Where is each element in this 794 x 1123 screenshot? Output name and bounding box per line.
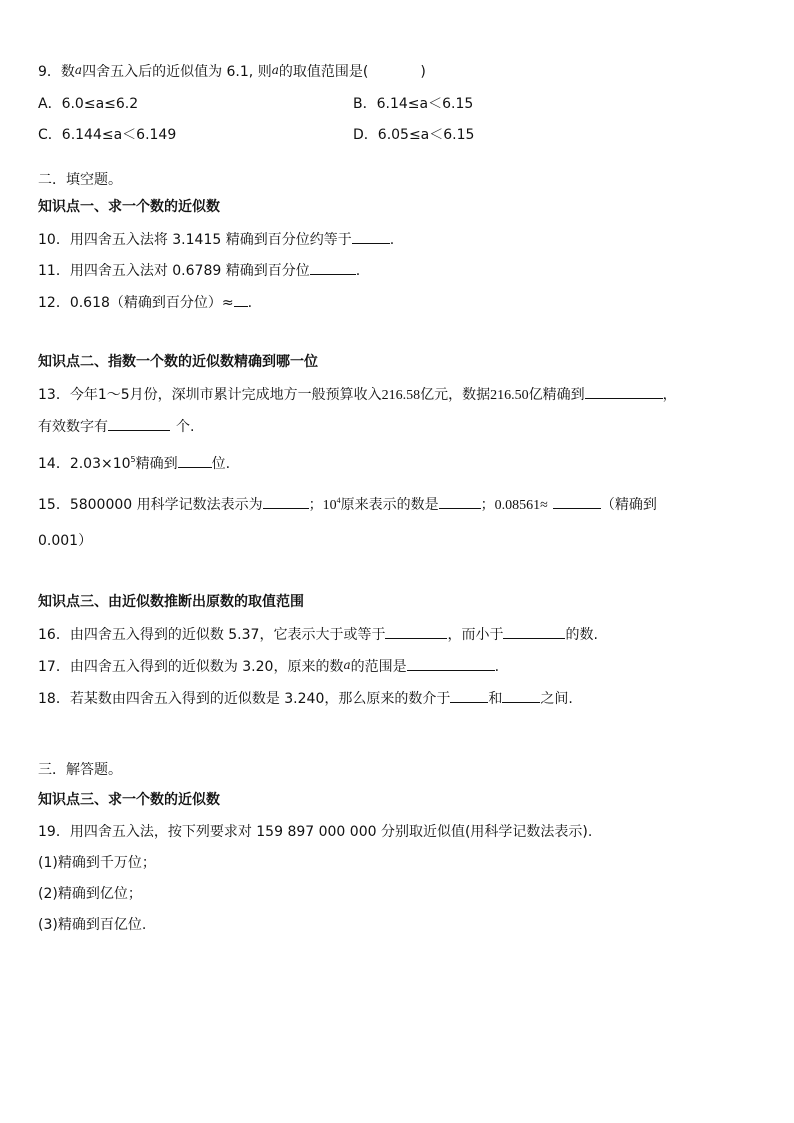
q13-text-6: 个. — [176, 419, 195, 435]
variable-a: a — [343, 658, 351, 672]
option-text: 6.144≤a＜6.149 — [61, 127, 177, 143]
q11-text: 用四舍五入法对 0.6789 精确到百分位 — [69, 263, 310, 279]
q13-text-5: 有效数字有 — [38, 419, 108, 435]
q13-value-1: 216.58 — [381, 388, 421, 403]
question-11 — [38, 260, 360, 281]
q14-base: 2.03×10 — [69, 456, 131, 472]
q17-text-1: 由四舍五入得到的近似数为 3.20，原来的数 — [69, 659, 344, 675]
question-number: 18． — [38, 691, 70, 707]
question-10 — [38, 229, 394, 250]
q10-text: 用四舍五入法将 3.1415 精确到百分位约等于 — [69, 232, 352, 248]
q10-end: . — [389, 232, 395, 248]
option-label: D． — [353, 127, 378, 143]
q9-close-paren: ) — [420, 64, 426, 80]
q15-text-3: 原来表示的数是 — [340, 497, 439, 513]
q9-text-1: 数 — [60, 64, 75, 80]
answer-blank — [407, 656, 495, 671]
q13-value-2: 216.50 — [490, 388, 529, 403]
knowledge-point-1: 知识点一、求一个数的近似数 — [38, 199, 220, 215]
q9-options-row-1 — [38, 94, 474, 114]
separator: ； — [480, 497, 495, 513]
q17-text-3: . — [494, 659, 500, 675]
question-18 — [38, 688, 573, 709]
q14-exponent: 5 — [130, 455, 136, 464]
knowledge-point-section-3: 知识点三、求一个数的近似数 — [38, 792, 220, 808]
q9-options-row-2 — [38, 125, 475, 145]
question-number: 12． — [38, 295, 70, 311]
option-label: A． — [38, 96, 62, 112]
question-15 — [38, 494, 657, 516]
question-12 — [38, 292, 252, 313]
answer-blank — [310, 260, 356, 275]
option-a — [38, 96, 138, 112]
variable-a: a — [271, 63, 279, 77]
option-c — [38, 127, 176, 143]
q13-text-1: 今年1～5月份，深圳市累计完成地方一般预算收入 — [69, 387, 382, 403]
option-b — [353, 94, 473, 114]
q18-text-1: 若某数由四舍五入得到的近似数是 3.240，那么原来的数介于 — [69, 691, 451, 707]
answer-blank — [352, 229, 390, 244]
question-number: 10． — [38, 232, 70, 248]
question-19 — [38, 822, 592, 842]
knowledge-point-2: 知识点二、指数一个数的近似数精确到哪一位 — [38, 354, 318, 370]
q15-text-4: （精确到 — [600, 497, 657, 513]
answer-blank — [108, 416, 170, 431]
question-14 — [38, 453, 230, 474]
q13-comma: ， — [662, 387, 677, 403]
knowledge-point-3: 知识点三、由近似数推断出原数的取值范围 — [38, 594, 304, 610]
answer-blank — [450, 688, 488, 703]
answer-blank — [585, 384, 663, 399]
option-d — [353, 125, 474, 145]
answer-blank — [553, 494, 601, 509]
question-number: 19． — [38, 824, 70, 840]
question-number: 17． — [38, 659, 70, 675]
q11-end: . — [355, 263, 361, 279]
question-13-line-2 — [38, 416, 194, 437]
option-label: B． — [353, 96, 377, 112]
q18-text-2: 和 — [488, 691, 503, 707]
question-15-line-2: 0.001） — [38, 533, 93, 549]
option-text: 6.0≤a≤6.2 — [61, 96, 139, 112]
answer-blank — [439, 494, 481, 509]
question-number: 9． — [38, 64, 61, 80]
separator: ； — [308, 497, 323, 513]
q15-text-1: 5800000 用科学记数法表示为 — [69, 497, 263, 513]
question-17 — [38, 656, 499, 677]
answer-blank — [503, 624, 565, 639]
section-2-title: 二．填空题。 — [38, 172, 122, 188]
q13-text-3: 亿精确到 — [528, 387, 585, 403]
q14-text-2: 精确到 — [135, 456, 178, 472]
question-13 — [38, 384, 677, 406]
option-text: 6.05≤a＜6.15 — [377, 127, 475, 143]
question-number: 11． — [38, 263, 70, 279]
answer-blank — [263, 494, 309, 509]
q19-part-1: (1)精确到千万位； — [38, 855, 156, 871]
q16-text-2: ，而小于 — [447, 627, 504, 643]
q15-value: 0.08561≈ — [494, 498, 548, 513]
question-9 — [38, 62, 426, 82]
answer-blank — [178, 453, 212, 468]
q16-text-1: 由四舍五入得到的近似数 5.37，它表示大于或等于 — [69, 627, 386, 643]
q16-text-3: 的数. — [565, 627, 598, 643]
q15-base: 10 — [322, 498, 337, 513]
question-number: 13． — [38, 387, 70, 403]
q17-text-2: 的范围是 — [350, 659, 407, 675]
q19-text: 用四舍五入法，按下列要求对 159 897 000 000 分别取近似值(用科学记数法表示). — [69, 824, 593, 840]
q9-text-2: 四舍五入后的近似值为 6.1, 则 — [82, 64, 272, 80]
q12-end: . — [247, 295, 253, 311]
q13-text-2: 亿元，数据 — [420, 387, 491, 403]
question-number: 14． — [38, 456, 70, 472]
option-text: 6.14≤a＜6.15 — [376, 96, 474, 112]
option-label: C． — [38, 127, 62, 143]
question-number: 15． — [38, 497, 70, 513]
q14-text-3: 位. — [211, 456, 231, 472]
q15-exponent: 4 — [336, 496, 341, 505]
answer-blank — [502, 688, 540, 703]
q9-text-3: 的取值范围是( — [278, 64, 369, 80]
section-3-title: 三．解答题。 — [38, 762, 122, 778]
answer-blank — [234, 292, 248, 307]
variable-a: a — [74, 63, 83, 77]
answer-blank — [385, 624, 447, 639]
q12-text: 0.618（精确到百分位）≈ — [69, 295, 234, 311]
question-16 — [38, 624, 598, 645]
question-number: 16． — [38, 627, 70, 643]
q18-text-3: 之间. — [540, 691, 573, 707]
q19-part-3: (3)精确到百亿位. — [38, 917, 147, 933]
q19-part-2: (2)精确到亿位； — [38, 886, 142, 902]
